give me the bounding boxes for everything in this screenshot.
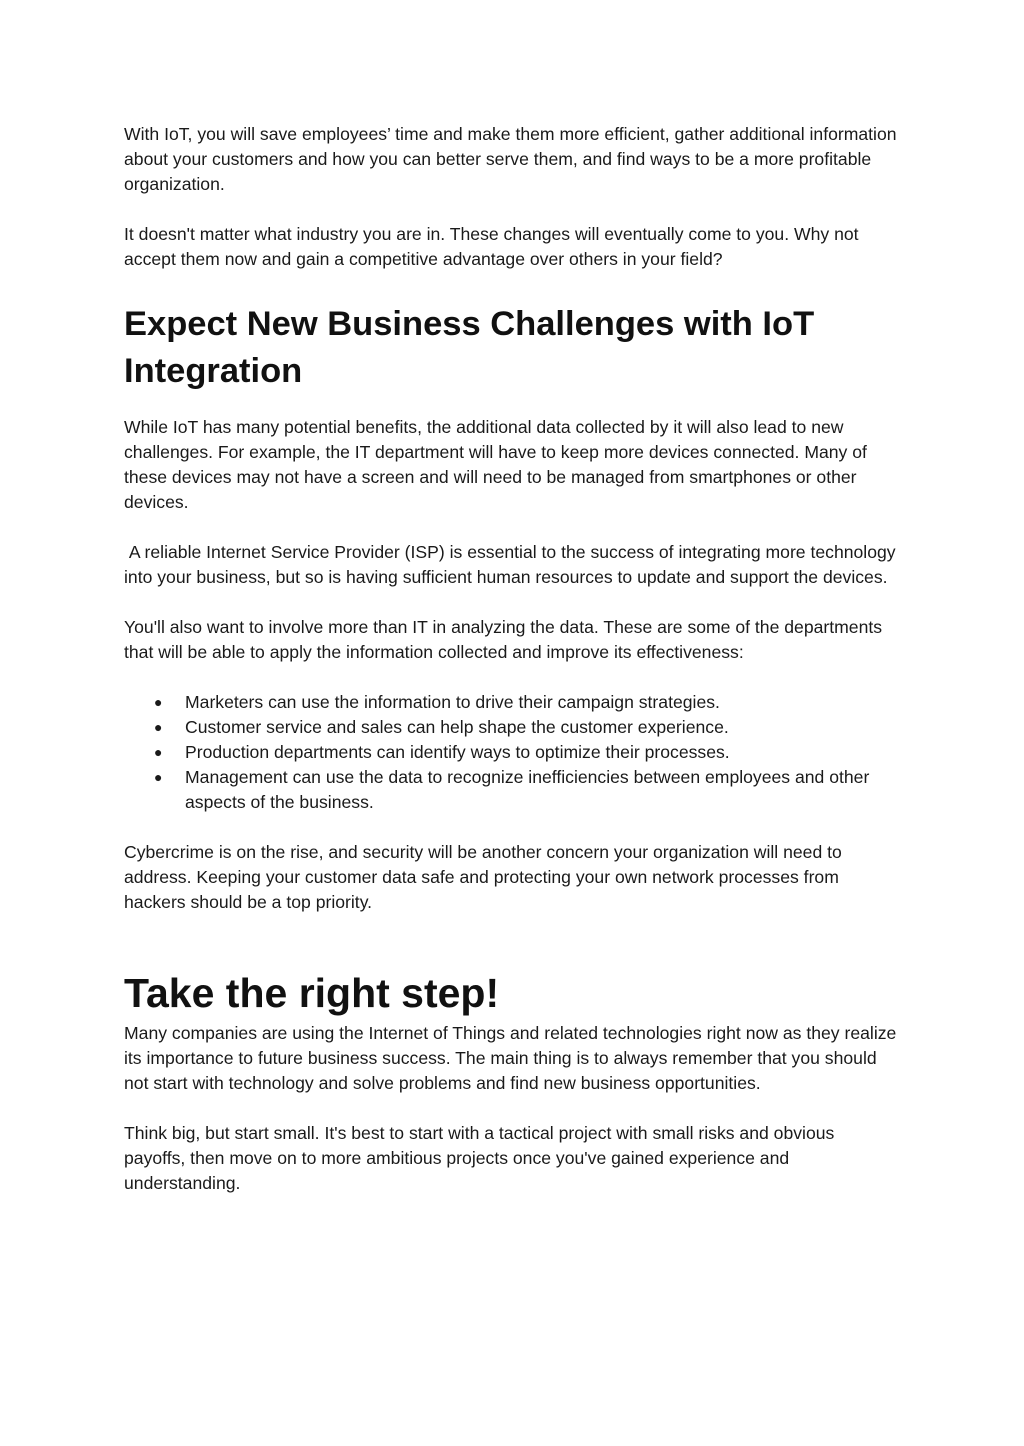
section-heading-challenges: Expect New Business Challenges with IoT Integration xyxy=(124,305,815,390)
bullet-icon: ● xyxy=(154,744,163,760)
list-item xyxy=(154,740,900,765)
right-step-paragraph-1: Many companies are using the Internet of Things and related technologies right now as they realize its importance to future business success. The main thing is to always remember that you should not start with technology and solve problems and find new business opportunities. xyxy=(124,1023,897,1093)
document-page xyxy=(124,122,900,1196)
bullet-icon: ● xyxy=(154,719,163,735)
list-item-text: Marketers can use the information to drive their campaign strategies. xyxy=(185,692,720,712)
departments-list xyxy=(124,690,900,815)
bullet-icon: ● xyxy=(154,694,163,710)
list-item-text: Production departments can identify ways to optimize their processes. xyxy=(185,742,730,762)
list-item-text: Customer service and sales can help shape the customer experience. xyxy=(185,717,729,737)
list-item xyxy=(154,715,900,740)
list-item-text: Management can use the data to recognize inefficiencies between employees and other aspects of the business. xyxy=(185,767,870,812)
intro-paragraph-1: With IoT, you will save employees’ time and make them more efficient, gather additional information about your customers and how you can better serve them, and find ways to be a more profitable organization. xyxy=(124,124,897,194)
intro-paragraph-2: It doesn't matter what industry you are in. These changes will eventually come to you. Why not accept them now and gain a competitive advantage over others in your field? xyxy=(124,224,859,269)
challenges-paragraph-4: Cybercrime is on the rise, and security will be another concern your organization will need to address. Keeping your customer data safe and protecting your own network processes from hackers should be a top priority. xyxy=(124,842,842,912)
challenges-paragraph-1: While IoT has many potential benefits, the additional data collected by it will also lead to new challenges. For example, the IT department will have to keep more devices connected. Many of these devices may not have a screen and will need to be managed from smartphones or other devices. xyxy=(124,417,867,512)
section-heading-right-step: Take the right step! xyxy=(124,970,500,1016)
challenges-paragraph-2: A reliable Internet Service Provider (ISP) is essential to the success of integrating more technology into your business, but so is having sufficient human resources to update and support the devices. xyxy=(124,542,901,587)
challenges-paragraph-3: You'll also want to involve more than IT in analyzing the data. These are some of the departments that will be able to apply the information collected and improve its effectiveness: xyxy=(124,617,883,662)
bullet-icon: ● xyxy=(154,769,163,785)
right-step-paragraph-2: Think big, but start small. It's best to start with a tactical project with small risks and obvious payoffs, then move on to more ambitious projects once you've gained experience and understanding. xyxy=(124,1123,835,1193)
list-item xyxy=(154,690,900,715)
list-item xyxy=(154,765,900,815)
